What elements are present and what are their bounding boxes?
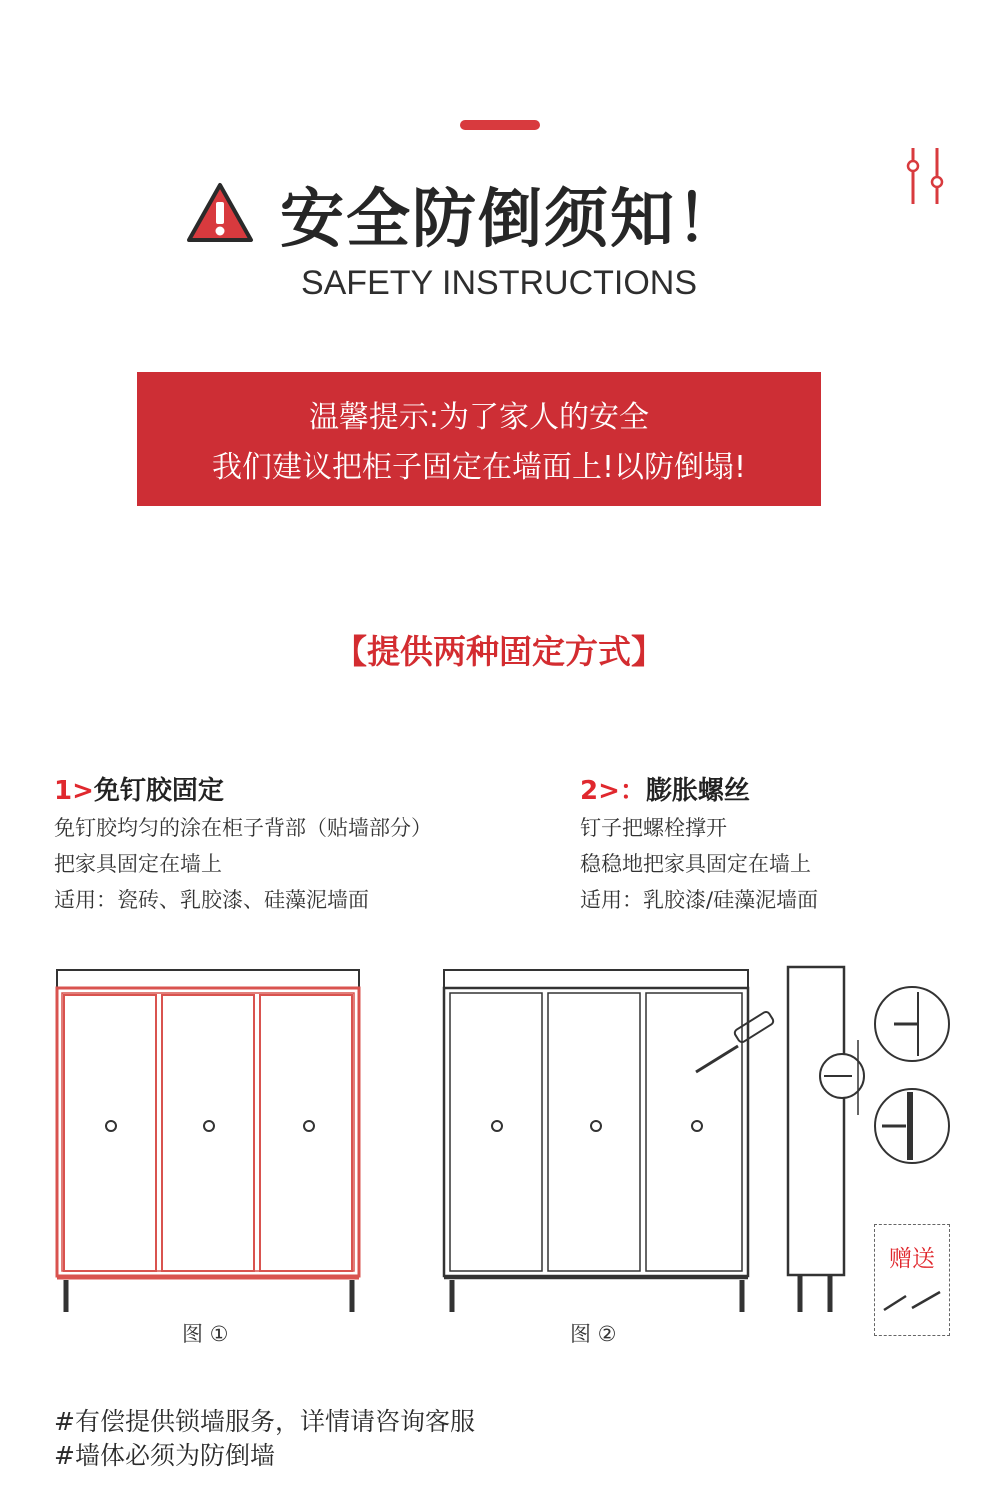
method-1-name: 免钉胶固定 <box>93 776 224 806</box>
footer-note: #墙体必须为防倒墙 <box>54 1441 275 1470</box>
methods-title: 【提供两种固定方式】 <box>334 632 664 671</box>
footer-note: #有偿提供锁墙服务，详情请咨询客服 <box>54 1407 475 1436</box>
banner-line-1: 温馨提示:为了家人的安全 <box>308 400 650 435</box>
method-2-line: 稳稳地把家具固定在墙上 <box>580 852 811 876</box>
method-1-heading <box>54 770 224 807</box>
figure-2-caption: 图 ② <box>570 1322 617 1346</box>
expansion-screw-icon <box>696 1010 775 1072</box>
gift-label: 赠送 <box>889 1246 935 1272</box>
method-2-line: 钉子把螺栓撑开 <box>580 816 727 840</box>
method-2-number: 2>： <box>580 776 646 806</box>
installation-illustration <box>0 960 998 1350</box>
page-subtitle: SAFETY INSTRUCTIONS <box>300 264 698 302</box>
warning-banner <box>137 372 821 506</box>
method-1-number: 1> <box>54 776 94 806</box>
method-1-line: 免钉胶均匀的涂在柜子背部（贴墙部分） <box>54 816 432 840</box>
method-1-line: 适用：瓷砖、乳胶漆、硅藻泥墙面 <box>54 888 369 912</box>
detail-circle-icon <box>875 987 949 1163</box>
side-view-panel <box>788 967 864 1312</box>
figure-1-cabinet <box>57 970 359 1312</box>
figure-2-cabinet <box>444 970 748 1312</box>
page-title: 安全防倒须知！ <box>280 183 742 257</box>
banner-line-2: 我们建议把柜子固定在墙面上!以防倒塌! <box>211 450 747 485</box>
method-2-name: 膨胀螺丝 <box>645 776 750 806</box>
warning-icon <box>186 182 254 244</box>
method-2-line: 适用：乳胶漆/硅藻泥墙面 <box>580 888 819 912</box>
figure-1-caption: 图 ① <box>182 1322 229 1346</box>
method-1-line: 把家具固定在墙上 <box>54 852 222 876</box>
method-2-heading <box>580 770 750 807</box>
top-accent-bar <box>460 120 540 130</box>
slider-deco-icon <box>905 146 945 208</box>
